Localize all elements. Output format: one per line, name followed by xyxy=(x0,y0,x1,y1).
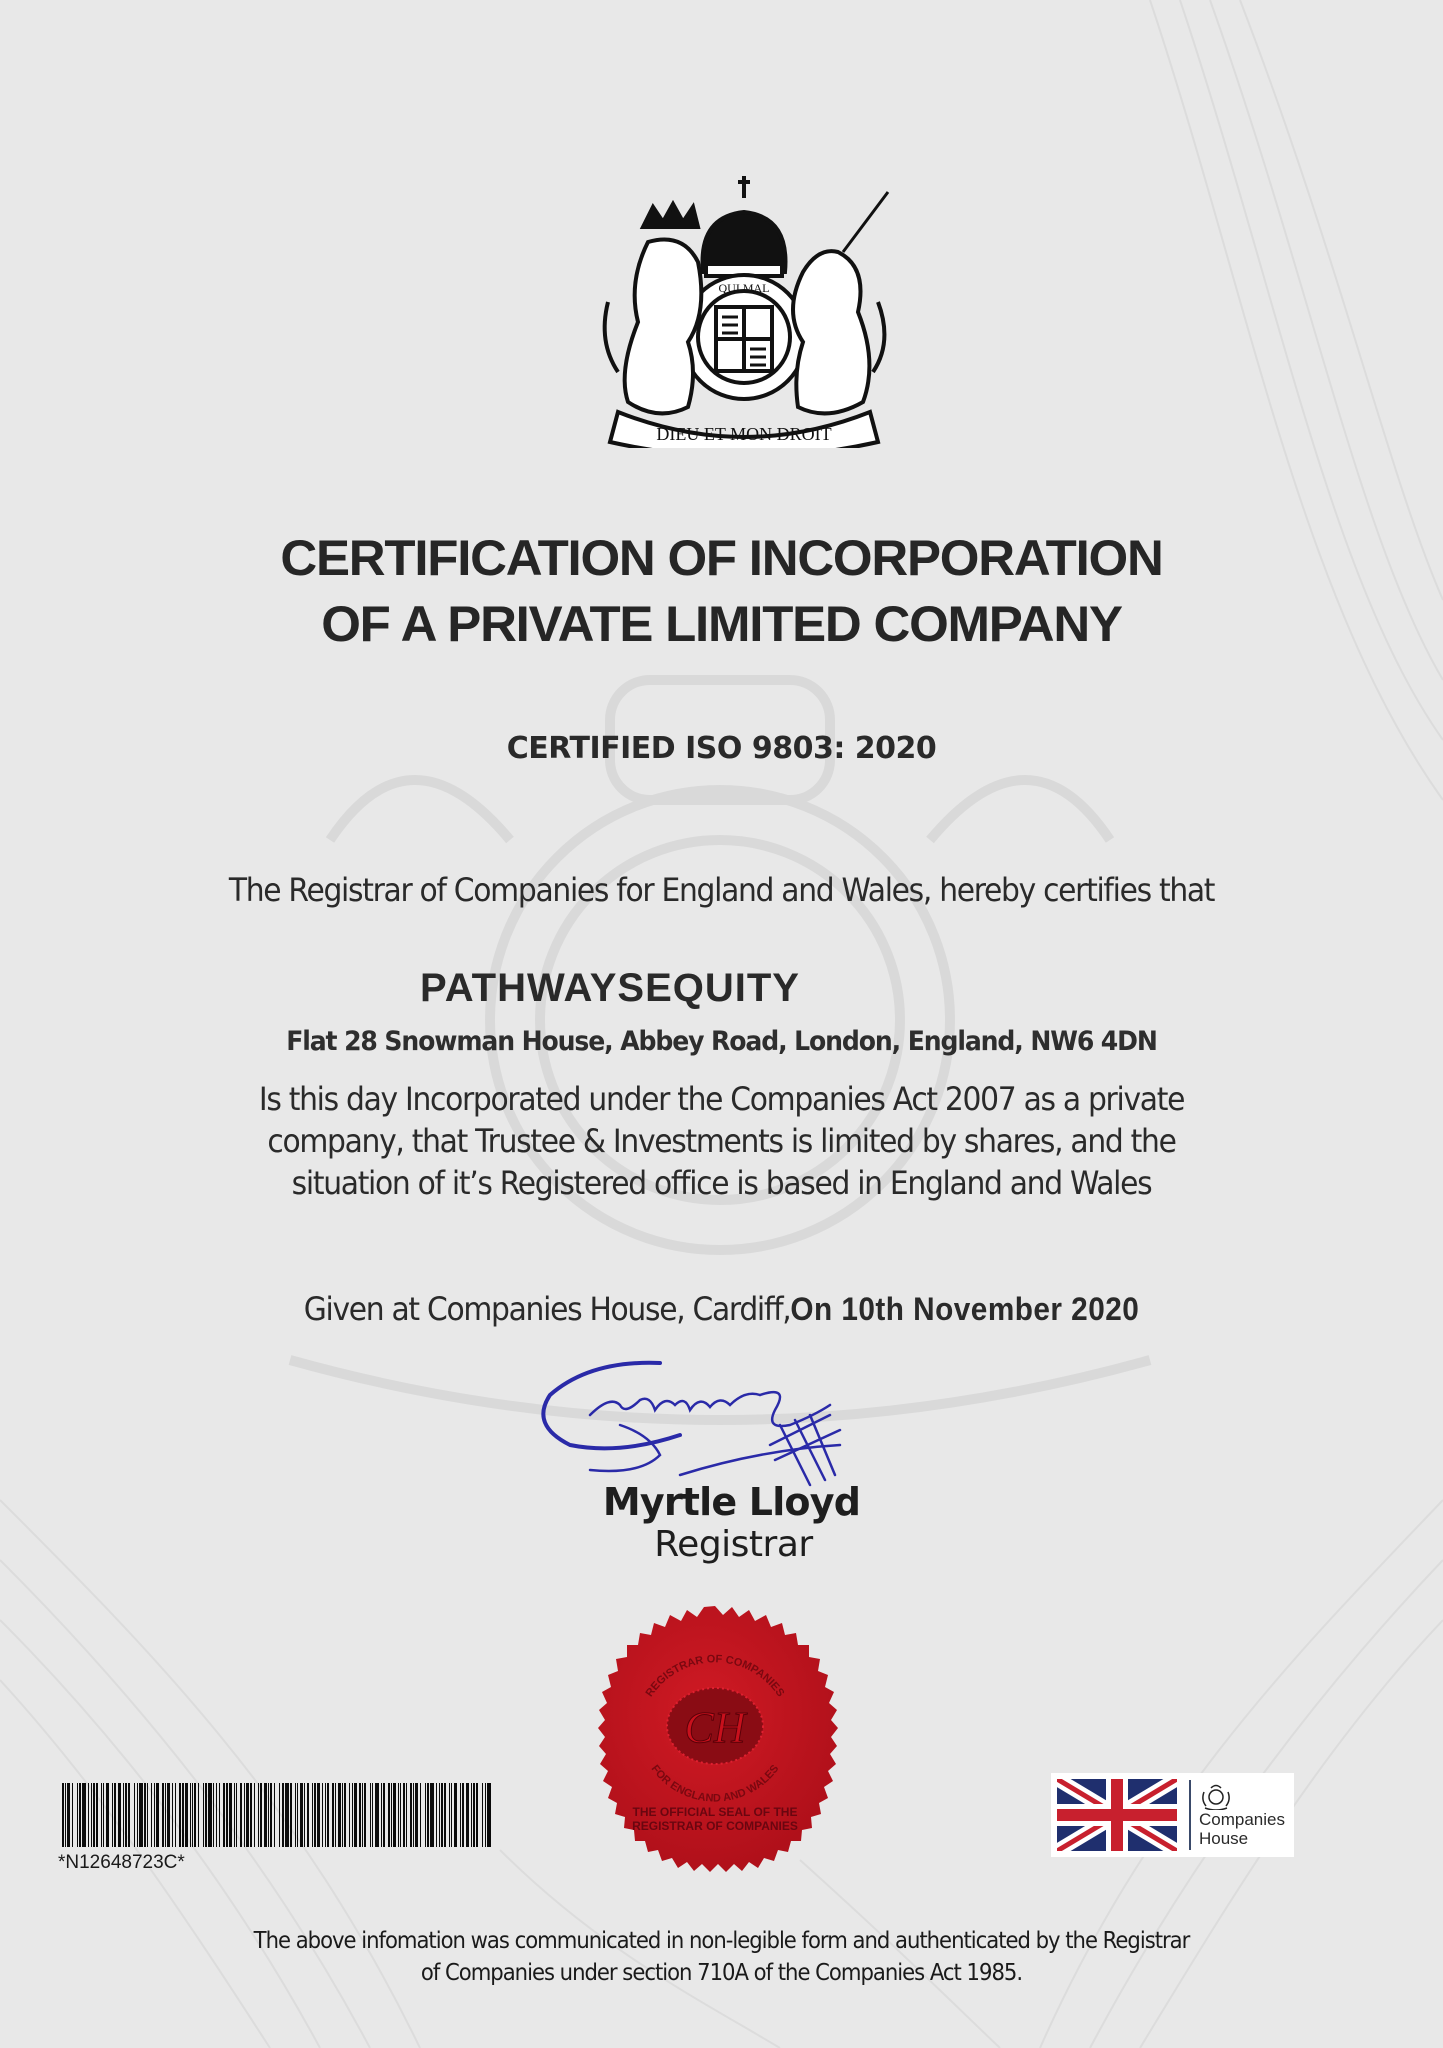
barcode-bar xyxy=(172,1783,173,1847)
barcode-bar xyxy=(260,1783,262,1847)
barcode-bar xyxy=(393,1783,396,1847)
barcode-bar xyxy=(268,1783,269,1847)
barcode-bar xyxy=(226,1783,228,1847)
barcode-bar xyxy=(451,1783,452,1847)
barcode-bar xyxy=(352,1783,353,1847)
barcode-bar xyxy=(466,1783,469,1847)
svg-text:QUI MAL: QUI MAL xyxy=(718,281,770,295)
company-name: PATHWAYSEQUITY xyxy=(420,966,800,1010)
barcode-bar xyxy=(338,1783,341,1847)
barcode-bar xyxy=(154,1783,155,1847)
barcode-bar xyxy=(139,1783,143,1847)
barcode-bar xyxy=(246,1783,249,1847)
barcode-bar xyxy=(234,1783,235,1847)
barcode-bar xyxy=(147,1783,148,1847)
footer-line-2: of Companies under section 710A of the Companies Act 1985. xyxy=(420,1960,1023,1986)
barcode-bar xyxy=(391,1783,392,1847)
barcode-bar xyxy=(388,1783,390,1847)
barcode-bar xyxy=(185,1783,188,1847)
barcode-bar xyxy=(327,1783,329,1847)
barcode-bar xyxy=(240,1783,242,1847)
barcode-bar xyxy=(274,1783,275,1847)
company-address: Flat 28 Snowman House, Abbey Road, London, England, NW6 4DN xyxy=(286,1026,1157,1057)
barcode-bar xyxy=(203,1783,204,1847)
barcode-bar xyxy=(106,1783,109,1847)
barcode-bar xyxy=(400,1783,401,1847)
svg-text:CH: CH xyxy=(684,1703,746,1752)
given-at-line xyxy=(51,1290,1393,1328)
barcode-bar xyxy=(406,1783,407,1847)
barcode-bar xyxy=(314,1783,316,1847)
barcode-bar xyxy=(264,1783,267,1847)
barcode-bar xyxy=(349,1783,350,1847)
svg-text:REGISTRAR OF COMPANIES: REGISTRAR OF COMPANIES xyxy=(643,1653,787,1700)
companies-house-wordmark xyxy=(1199,1782,1285,1848)
svg-text:THE OFFICIAL SEAL OF THE: THE OFFICIAL SEAL OF THE xyxy=(632,1805,798,1819)
iso-certification: CERTIFIED ISO 9803: 2020 xyxy=(506,731,937,766)
footer-line-1: The above infomation was communicated in non-legible form and authenticated by the Registrar xyxy=(253,1928,1190,1954)
barcode xyxy=(62,1783,496,1847)
barcode-bar xyxy=(342,1783,343,1847)
incorporation-date: On 10th November 2020 xyxy=(790,1291,1140,1327)
barcode-bar xyxy=(258,1783,259,1847)
barcode-bar xyxy=(175,1783,176,1847)
barcode-bar xyxy=(364,1783,366,1847)
barcode-bar xyxy=(370,1783,371,1847)
barcode-bar xyxy=(304,1783,305,1847)
barcode-bar xyxy=(436,1783,437,1847)
barcode-bar xyxy=(236,1783,237,1847)
barcode-bar xyxy=(192,1783,193,1847)
certificate-title xyxy=(0,525,1443,657)
barcode-bar xyxy=(372,1783,373,1847)
svg-text:FOR ENGLAND AND WALES: FOR ENGLAND AND WALES xyxy=(648,1762,782,1805)
barcode-bar xyxy=(114,1783,116,1847)
barcode-bar xyxy=(244,1783,245,1847)
barcode-bar xyxy=(476,1783,478,1847)
barcode-bar xyxy=(332,1783,334,1847)
barcode-bar xyxy=(441,1783,443,1847)
barcode-bar xyxy=(128,1783,130,1847)
barcode-bar xyxy=(473,1783,475,1847)
barcode-bar xyxy=(190,1783,191,1847)
barcode-bar xyxy=(270,1783,272,1847)
incorporation-statement xyxy=(51,1078,1393,1204)
barcode-bar xyxy=(91,1783,92,1847)
barcode-number: *N12648723C* xyxy=(58,1852,185,1873)
barcode-bar xyxy=(77,1783,78,1847)
barcode-bar xyxy=(134,1783,135,1847)
registrar-title: Registrar xyxy=(654,1524,813,1565)
barcode-bar xyxy=(460,1783,461,1847)
barcode-bar xyxy=(250,1783,252,1847)
small-royal-crest-icon xyxy=(1199,1782,1233,1810)
given-location: Given at Companies House, Cardiff, xyxy=(303,1290,791,1328)
footer-note xyxy=(58,1925,1386,1989)
title-line-1: CERTIFICATION OF INCORPORATION xyxy=(280,530,1163,586)
barcode-bar xyxy=(325,1783,326,1847)
barcode-bar xyxy=(485,1783,486,1847)
logo-text-line-2: House xyxy=(1199,1829,1249,1848)
barcode-bar xyxy=(103,1783,104,1847)
barcode-bar xyxy=(398,1783,399,1847)
barcode-bar xyxy=(151,1783,152,1847)
barcode-bar xyxy=(282,1783,284,1847)
barcode-bar xyxy=(112,1783,113,1847)
barcode-bar xyxy=(413,1783,414,1847)
barcode-bar xyxy=(285,1783,289,1847)
barcode-bar xyxy=(322,1783,323,1847)
barcode-bar xyxy=(297,1783,298,1847)
official-seal-icon xyxy=(568,1606,862,1894)
barcode-bar xyxy=(254,1783,255,1847)
barcode-bar xyxy=(295,1783,296,1847)
barcode-bar xyxy=(198,1783,199,1847)
barcode-bar xyxy=(482,1783,483,1847)
barcode-bar xyxy=(415,1783,418,1847)
barcode-bar xyxy=(335,1783,336,1847)
barcode-bar xyxy=(403,1783,405,1847)
barcode-bar xyxy=(444,1783,446,1847)
barcode-bar xyxy=(487,1783,491,1847)
barcode-bar xyxy=(425,1783,426,1847)
barcode-bar xyxy=(123,1783,124,1847)
union-jack-flag-icon xyxy=(1057,1779,1177,1851)
barcode-bar xyxy=(290,1783,292,1847)
registrar-name: Myrtle Lloyd xyxy=(602,1480,861,1524)
barcode-bar xyxy=(223,1783,225,1847)
barcode-bar xyxy=(194,1783,196,1847)
barcode-bar xyxy=(82,1783,86,1847)
logo-text-line-1: Companies xyxy=(1199,1810,1285,1829)
barcode-bar xyxy=(279,1783,280,1847)
barcode-bar xyxy=(208,1783,212,1847)
barcode-bar xyxy=(93,1783,95,1847)
barcode-bar xyxy=(430,1783,434,1847)
barcode-bar xyxy=(462,1783,464,1847)
barcode-bar xyxy=(410,1783,412,1847)
barcode-bar xyxy=(383,1783,385,1847)
barcode-bar xyxy=(375,1783,379,1847)
barcode-bar xyxy=(72,1783,73,1847)
royal-coat-of-arms-icon xyxy=(588,172,900,448)
svg-text:DIEU ET MON DROIT: DIEU ET MON DROIT xyxy=(656,424,832,444)
barcode-bar xyxy=(229,1783,232,1847)
barcode-bar xyxy=(439,1783,440,1847)
barcode-bar xyxy=(471,1783,472,1847)
barcode-bar xyxy=(182,1783,184,1847)
barcode-bar xyxy=(205,1783,207,1847)
incorporation-line-1: Is this day Incorporated under the Companies Act 2007 as a private xyxy=(258,1080,1185,1118)
incorporation-line-2: company, that Trustee & Investments is limited by shares, and the xyxy=(267,1122,1176,1160)
barcode-bar xyxy=(381,1783,382,1847)
barcode-bar xyxy=(300,1783,303,1847)
barcode-bar xyxy=(216,1783,217,1847)
barcode-bar xyxy=(359,1783,361,1847)
logo-divider xyxy=(1189,1780,1191,1850)
svg-text:REGISTRAR OF COMPANIES: REGISTRAR OF COMPANIES xyxy=(632,1819,798,1833)
barcode-bar xyxy=(454,1783,457,1847)
barcode-bar xyxy=(362,1783,363,1847)
barcode-bar xyxy=(65,1783,66,1847)
barcode-bar xyxy=(88,1783,89,1847)
title-line-2: OF A PRIVATE LIMITED COMPANY xyxy=(321,596,1122,652)
barcode-bar xyxy=(118,1783,121,1847)
barcode-bar xyxy=(67,1783,70,1847)
registrar-statement: The Registrar of Companies for England and Wales, hereby certifies that xyxy=(228,871,1215,909)
barcode-bar xyxy=(307,1783,309,1847)
barcode-bar xyxy=(156,1783,159,1847)
barcode-bar xyxy=(427,1783,429,1847)
barcode-bar xyxy=(219,1783,220,1847)
barcode-bar xyxy=(312,1783,313,1847)
barcode-bar xyxy=(101,1783,102,1847)
barcode-bar xyxy=(144,1783,146,1847)
barcode-bar xyxy=(449,1783,450,1847)
barcode-bar xyxy=(165,1783,166,1847)
barcode-bar xyxy=(162,1783,164,1847)
barcode-bar xyxy=(62,1783,64,1847)
barcode-bar xyxy=(213,1783,214,1847)
barcode-bar xyxy=(344,1783,346,1847)
barcode-bar xyxy=(137,1783,138,1847)
barcode-bar xyxy=(167,1783,170,1847)
barcode-bar xyxy=(354,1783,357,1847)
barcode-bar xyxy=(125,1783,127,1847)
companies-house-logo xyxy=(1051,1773,1294,1857)
barcode-bar xyxy=(79,1783,81,1847)
barcode-bar xyxy=(317,1783,320,1847)
barcode-bar xyxy=(420,1783,421,1847)
incorporation-line-3: situation of it’s Registered office is based in England and Wales xyxy=(291,1164,1152,1202)
barcode-bar xyxy=(96,1783,98,1847)
barcode-bar xyxy=(179,1783,181,1847)
